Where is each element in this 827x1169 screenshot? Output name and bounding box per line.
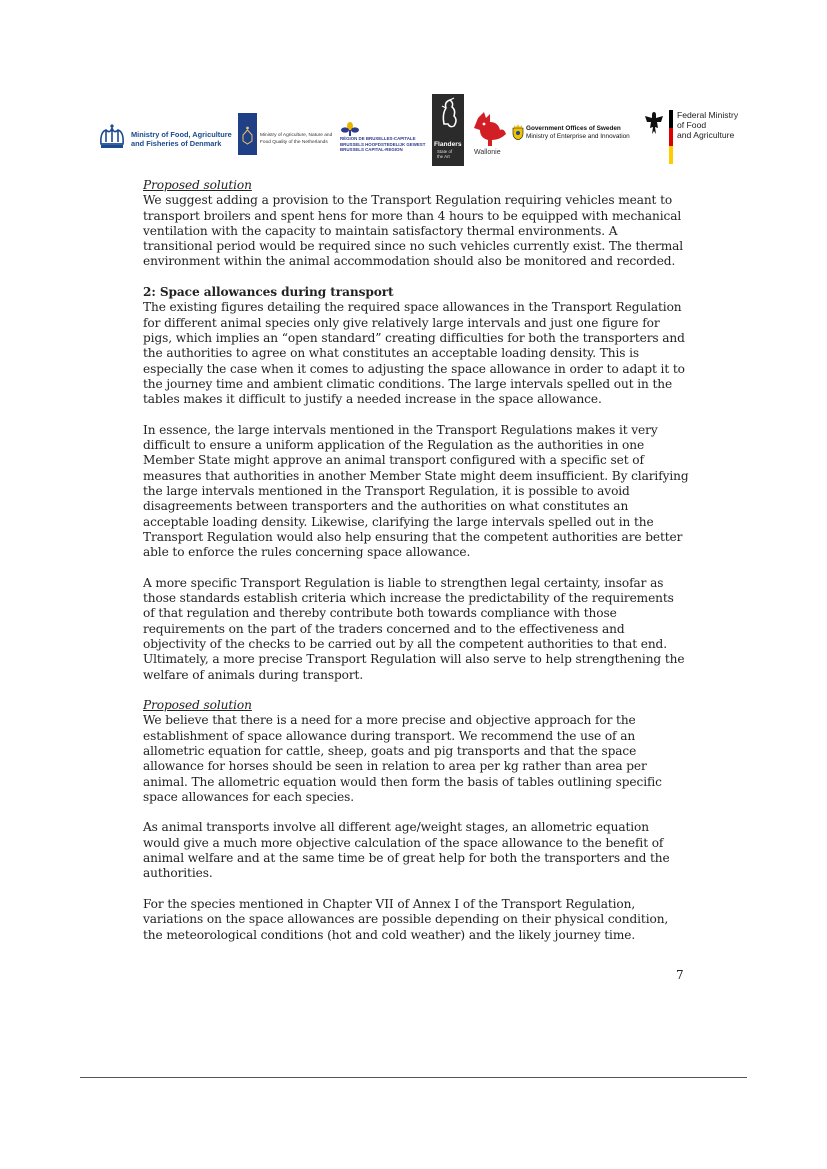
flanders-wordmark (434, 141, 461, 160)
flanders-tagline-1: State of (437, 149, 453, 154)
wallonie-logo (470, 108, 510, 160)
space-allowances-heading: 2: Space allowances during transport (143, 285, 394, 300)
paragraph-spacer (143, 683, 689, 698)
brussels-name-line3: BRUSSELS CAPITAL-REGION (340, 147, 403, 153)
flanders-tagline-2: the Art (437, 154, 450, 160)
netherlands-name-line2: Food Quality of the Netherlands (260, 140, 328, 145)
sweden-government-logo (512, 124, 642, 146)
crown-icon (98, 124, 126, 150)
paragraph-spacer (143, 560, 689, 575)
paragraph-spacer (143, 407, 689, 422)
brussels-region-name (340, 136, 425, 153)
iris-icon (341, 122, 359, 136)
flanders-lion-icon (432, 94, 464, 138)
wallonie-name: Wallonie (474, 149, 501, 156)
paragraph-spacer (143, 882, 689, 897)
netherlands-ministry-name (260, 132, 332, 146)
chapter-vii-paragraph: For the species mentioned in Chapter VII of Annex I of the Transport Regulation, variations on the space allowances are possible depending on their physical condition, the meteorological conditions (hot and cold weather) and the likely journey time. (143, 896, 669, 942)
page-number: 7 (676, 968, 684, 982)
germany-ministry-logo (643, 110, 743, 164)
netherlands-ministry-logo (238, 113, 336, 155)
brussels-name-line2: BRUSSELS HOOFDSTEDELIJK GEWEST (340, 141, 426, 147)
germany-ministry-name (677, 110, 738, 140)
german-flag-bar (669, 110, 673, 164)
denmark-ministry-name (131, 130, 232, 148)
flanders-name: Flanders (434, 141, 462, 148)
federal-eagle-icon (643, 110, 665, 136)
germany-name-line1: Federal Ministry (677, 110, 739, 120)
sweden-government-name (526, 125, 630, 141)
space-allowances-paragraph: The existing figures detailing the required space allowances in the Transport Regulation for different animal species only give relatively large intervals and just one figure for pigs, which implies an “open standard” creating difficulties for both the transporters and the authorities to agree on what constitutes an acceptable loading density. This is especially the case when it comes to adjusting the space allowance in order to adapt it to the journey time and ambient climatic conditions. The large intervals spelled out in the tables makes it difficult to justify a needed increase in the space allowance. (143, 300, 685, 407)
netherlands-coat-of-arms-icon (238, 113, 257, 155)
legal-certainty-paragraph: A more specific Transport Regulation is liable to strengthen legal certainty, insofar as those standards establish criteria which increase the predictability of the requirements of that regulation and thereby contribute both towards compliance with those requirements on the part of the traders concerned and to the effectiveness and objectivity of the checks to be carried out by all the competent authorities to that end. Ultimately, a more precise Transport Regulation will also serve to help strengthening the welfare of animals during transport. (143, 575, 685, 682)
ventilation-paragraph: We suggest adding a provision to the Transport Regulation requiring vehicles meant to transport broilers and spent hens for more than 4 hours to be equipped with mechanical ventilation with the capacity to maintain satisfactory thermal environments. A transitional period would be required since no such vehicles currently exist. The thermal environment within the animal accommodation should also be monitored and recorded. (143, 193, 684, 269)
brussels-region-logo (339, 122, 431, 156)
sweden-crest-icon (512, 124, 524, 140)
allometric-equation-paragraph: We believe that there is a need for a more precise and objective approach for the establishment of space allowance during transport. We recommend the use of an allometric equation for cattle, sheep, goats and pig transports and that the space allowance for horses should be seen in relation to area per kg rather than area per animal. The allometric equation would then form the basis of tables outlining specific space allowances for each species. (143, 713, 662, 804)
sweden-name-line2: Ministry of Enterprise and Innovation (526, 133, 630, 140)
germany-name-line3: and Agriculture (677, 130, 735, 140)
flanders-logo (432, 94, 464, 166)
proposed-solution-subheading: Proposed solution (143, 178, 252, 192)
proposed-solution-subheading-2: Proposed solution (143, 698, 252, 713)
netherlands-name-line1: Ministry of Agriculture, Nature and (260, 133, 333, 138)
paragraph-spacer (143, 805, 689, 820)
sweden-name-line1: Government Offices of Sweden (526, 125, 621, 132)
denmark-ministry-logo (98, 122, 238, 154)
germany-name-line2: of Food (677, 120, 707, 130)
brussels-name-line1: RÉGION DE BRUXELLES-CAPITALE (340, 136, 416, 141)
intervals-paragraph: In essence, the large intervals mentioned in the Transport Regulations makes it very difficult to ensure a uniform application of the Regulation as the authorities in one Member State might approve an animal transport configured with a specific set of measures that authorities in another Member State might deem insufficient. By clarifying the large intervals mentioned in the Transport Regulation, it is possible to avoid disagreements between transporters and the authorities on what constitutes an acceptable loading density. Likewise, clarifying the large intervals spelled out in the Transport Regulation would also help ensuring that the competent authorities are better able to enforce the rules concerning space allowance. (143, 422, 689, 560)
footer-divider (80, 1077, 747, 1078)
age-weight-paragraph: As animal transports involve all different age/weight stages, an allometric equation would give a much more objective calculation of the space allowance to the benefit of animal welfare and at the same time be of great help for both the transporters and the authorities. (143, 820, 670, 881)
denmark-name-line2: and Fisheries of Denmark (131, 139, 222, 148)
paragraph-spacer (143, 270, 689, 285)
document-body (143, 178, 689, 943)
netherlands-emblem-bar (238, 113, 257, 155)
rooster-icon (470, 108, 510, 148)
denmark-name-line1: Ministry of Food, Agriculture (131, 130, 232, 139)
